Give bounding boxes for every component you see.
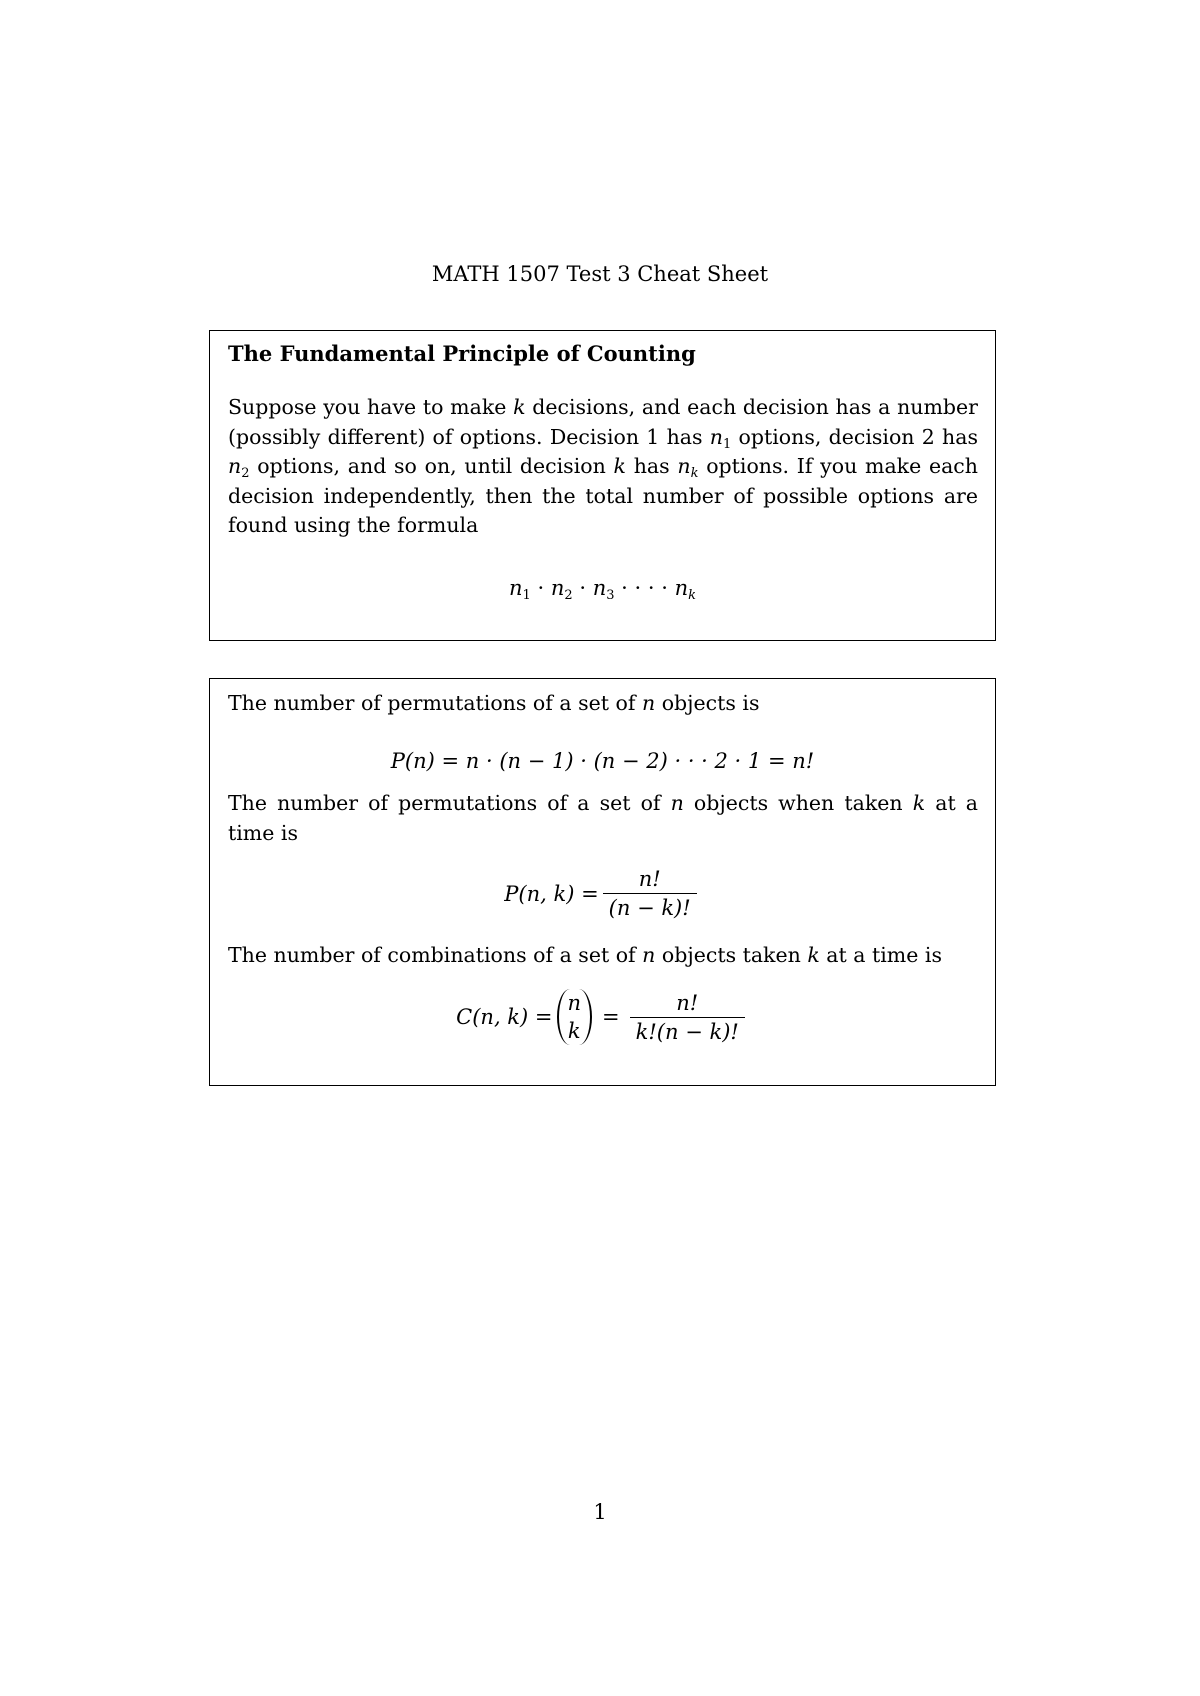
page-title: MATH 1507 Test 3 Cheat Sheet	[431, 262, 769, 286]
product-formula: $n_1 \cdot n_2 \cdot n_3$ · · · · $n_k$	[509, 576, 696, 603]
permutation-k-formula: P(n, k) = $\frac{n!}{(n - k)!}$	[210, 867, 995, 920]
combination-formula: C(n, k) = n k = $\frac{n!}{k!(n - k)!}$	[210, 989, 995, 1045]
permutation-formula: P(n) = n · (n − 1) · (n − 2) · · · 2 · 1 = n!	[390, 749, 815, 773]
counting-principle-box	[209, 330, 996, 641]
combinations-paragraph: The number of combinations of a set of n objects taken k at a time is	[228, 943, 942, 967]
permutations-k-paragraph: The number of permutations of a set of n objects when taken k at a time is	[228, 791, 978, 845]
counting-principle-paragraph: Suppose you have to make k decisions, and each decision has a number (possibly different) of options. Decision 1 has $n_1$ options, decision 2 has $n_2$ options, and so on, until decision k has $n_k$ options. If you make each decision independently, then the total number of possible options are found using the formula	[228, 395, 978, 537]
page-number: 1	[593, 1500, 607, 1524]
section-heading: The Fundamental Principle of Counting	[228, 341, 696, 366]
permutations-paragraph: The number of permutations of a set of n objects is	[228, 691, 760, 715]
permutations-combinations-box	[209, 678, 996, 1086]
